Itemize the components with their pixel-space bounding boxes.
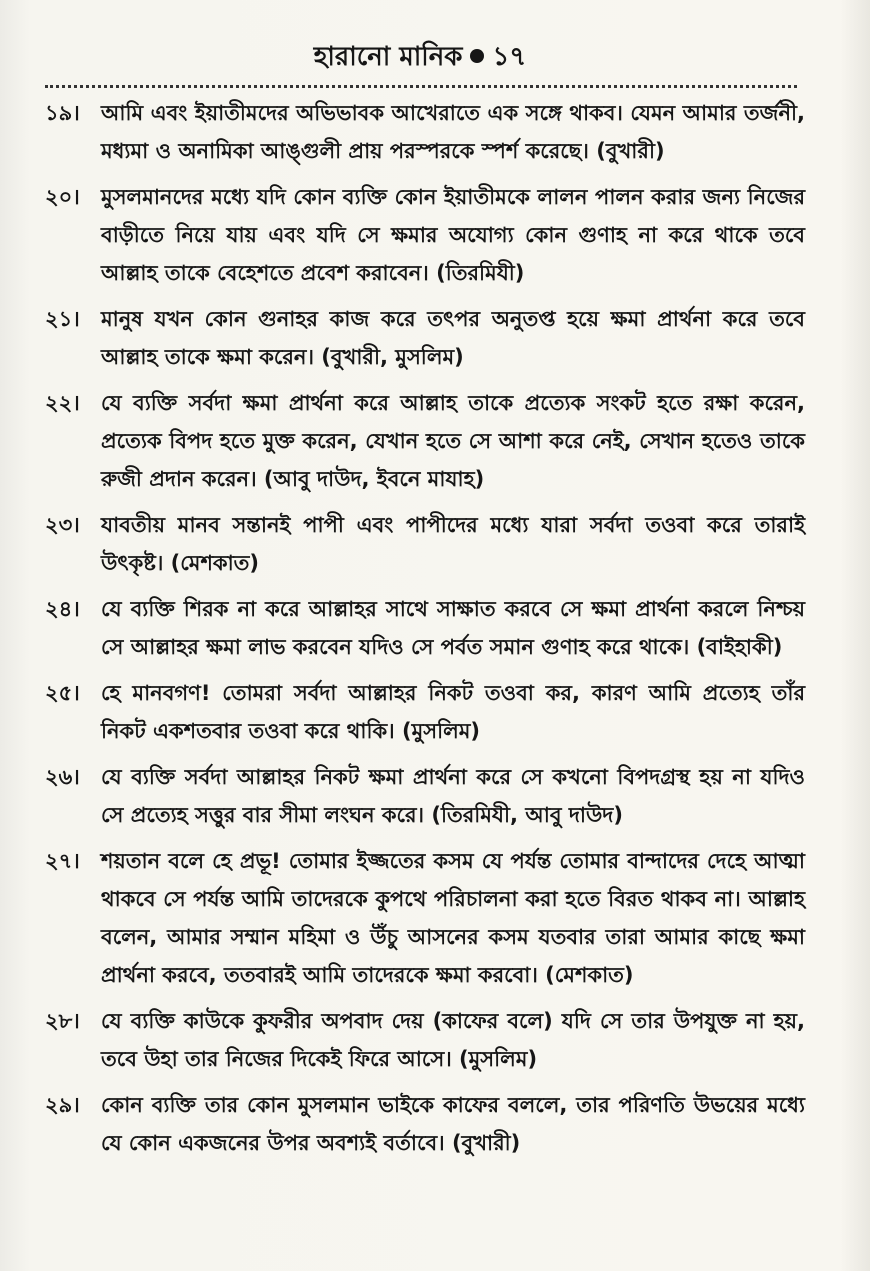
entry-number: ২৮।: [45, 1009, 80, 1033]
entry-text: মুসলমানদের মধ্যে যদি কোন ব্যক্তি কোন ইয়াতীমকে লালন পালন করার জন্য নিজের বাড়ীতে নিয়ে যায় এবং যদি সে ক্ষমার অযোগ্য কোন গুণাহ না করে থাকে তবে আল্লাহ তাকে বেহেশতে প্রবেশ করাবেন। (তিরমিযী): [101, 185, 805, 285]
hadith-entry-27: [45, 842, 805, 994]
hadith-entry-23: [45, 506, 805, 582]
bullet-icon: [470, 49, 484, 63]
hadith-list: [45, 94, 805, 1170]
entry-text: যে ব্যক্তি সর্বদা ক্ষমা প্রার্থনা করে আল্লাহ তাকে প্রত্যেক সংকট হতে রক্ষা করেন, প্রত্যেক বিপদ হতে মুক্ত করেন, যেখান হতে সে আশা করে নেই, সেখান হতেও তাকে রুজী প্রদান করেন। (আবু দাউদ, ইবনে মাযাহ): [101, 391, 805, 491]
hadith-entry-21: [45, 300, 805, 376]
entry-number: ২৪।: [45, 597, 80, 621]
hadith-entry-20: [45, 178, 805, 292]
entry-number: ১৯।: [45, 101, 80, 125]
page-header: [40, 40, 800, 74]
hadith-entry-19: [45, 94, 805, 170]
entry-text: যাবতীয় মানব সন্তানই পাপী এবং পাপীদের মধ্যে যারা সর্বদা তওবা করে তারাই উৎকৃষ্ট। (মেশকাত): [101, 513, 805, 575]
entry-text: শয়তান বলে হে প্রভূ! তোমার ইজ্জতের কসম যে পর্যন্ত তোমার বান্দাদের দেহে আত্মা থাকবে সে পর্যন্ত আমি তাদেরকে কুপথে পরিচালনা করা হতে বিরত থাকব না। আল্লাহ বলেন, আমার সম্মান মহিমা ও উঁচু আসনের কসম যতবার তারা আমার কাছে ক্ষমা প্রার্থনা করবে, ততবারই আমি তাদেরকে ক্ষমা করবো। (মেশকাত): [101, 849, 805, 987]
header-divider: [45, 85, 797, 88]
hadith-entry-29: [45, 1086, 805, 1162]
entry-number: ২৯।: [45, 1093, 80, 1117]
entry-number: ২৫।: [45, 681, 80, 705]
book-title: হারানো মানিক: [313, 42, 463, 72]
hadith-entry-28: [45, 1002, 805, 1078]
entry-text: যে ব্যক্তি কাউকে কুফরীর অপবাদ দেয় (কাফের বলে) যদি সে তার উপযুক্ত না হয়, তবে উহা তার নিজের দিকেই ফিরে আসে। (মুসলিম): [101, 1009, 805, 1071]
entry-number: ২৭।: [45, 849, 80, 873]
page-number: ১৭: [492, 42, 527, 72]
entry-text: আমি এবং ইয়াতীমদের অভিভাবক আখেরাতে এক সঙ্গে থাকব। যেমন আমার তর্জনী, মধ্যমা ও অনামিকা আঙ্গুলী প্রায় পরস্পরকে স্পর্শ করেছে। (বুখারী): [101, 101, 805, 163]
hadith-entry-26: [45, 758, 805, 834]
entry-text: যে ব্যক্তি শিরক না করে আল্লাহর সাথে সাক্ষাত করবে সে ক্ষমা প্রার্থনা করলে নিশ্চয় সে আল্লাহর ক্ষমা লাভ করবেন যদিও সে পর্বত সমান গুণাহ করে থাকে। (বাইহাকী): [101, 597, 805, 659]
hadith-entry-24: [45, 590, 805, 666]
entry-number: ২৩।: [45, 513, 80, 537]
entry-text: মানুষ যখন কোন গুনাহর কাজ করে তৎপর অনুতপ্ত হয়ে ক্ষমা প্রার্থনা করে তবে আল্লাহ তাকে ক্ষমা করেন। (বুখারী, মুসলিম): [101, 307, 805, 369]
hadith-entry-22: [45, 384, 805, 498]
entry-text: যে ব্যক্তি সর্বদা আল্লাহর নিকট ক্ষমা প্রার্থনা করে সে কখনো বিপদগ্রস্থ হয় না যদিও সে প্রত্যেহ সত্তুর বার সীমা লংঘন করে। (তিরমিযী, আবু দাউদ): [101, 765, 805, 827]
entry-text: হে মানবগণ! তোমরা সর্বদা আল্লাহর নিকট তওবা কর, কারণ আমি প্রত্যেহ তাঁর নিকট একশতবার তওবা করে থাকি। (মুসলিম): [101, 681, 805, 743]
entry-number: ২৬।: [45, 765, 80, 789]
entry-number: ২২।: [45, 391, 80, 415]
entry-text: কোন ব্যক্তি তার কোন মুসলমান ভাইকে কাফের বললে, তার পরিণতি উভয়ের মধ্যে যে কোন একজনের উপর অবশ্যই বর্তাবে। (বুখারী): [101, 1093, 805, 1155]
entry-number: ২০।: [45, 185, 80, 209]
entry-number: ২১।: [45, 307, 80, 331]
hadith-entry-25: [45, 674, 805, 750]
